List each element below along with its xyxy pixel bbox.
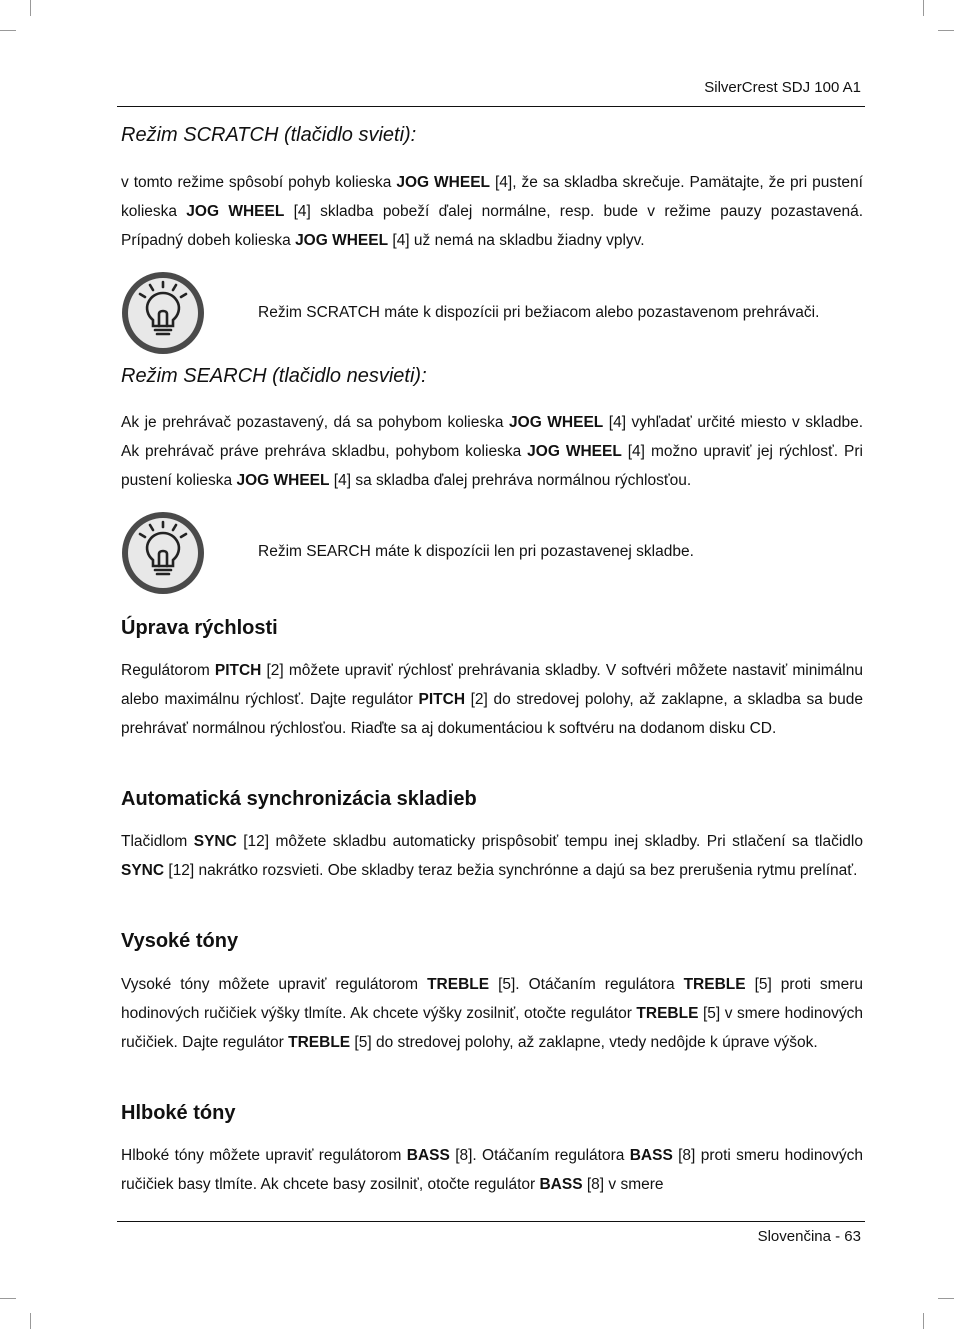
- control-name: SYNC: [193, 833, 237, 850]
- search-heading: Režim SEARCH (tlačidlo nesvieti):: [121, 365, 427, 387]
- control-name: JOG WHEEL: [396, 174, 491, 191]
- control-name: BASS: [629, 1147, 673, 1164]
- scratch-heading: Režim SCRATCH (tlačidlo svieti):: [121, 124, 417, 146]
- control-name: JOG WHEEL: [527, 443, 622, 460]
- control-name: PITCH: [214, 662, 262, 679]
- control-name: JOG WHEEL: [509, 414, 604, 431]
- control-name: TREBLE: [427, 976, 490, 993]
- crop-mark: [30, 0, 31, 16]
- crop-mark: [923, 1313, 924, 1329]
- crop-mark: [0, 30, 16, 31]
- sync-heading: Automatická synchronizácia skladieb: [121, 788, 477, 810]
- crop-mark: [938, 30, 954, 31]
- search-paragraph: Ak je prehrávač pozastavený, dá sa pohybom kolieska JOG WHEEL [4] vyhľadať určité miesto v skladbe. Ak prehrávač práve prehráva skladbu, pohybom kolieska JOG WHEEL [4] možno upraviť jej rýchlosť. Pri pustení kolieska JOG WHEEL [4] sa skladba ďalej prehráva normálnou rýchlosťou.: [121, 414, 863, 489]
- control-name: TREBLE: [288, 1034, 351, 1051]
- scratch-tip: Režim SCRATCH máte k dispozícii pri bežiacom alebo pozastavenom prehrávači.: [258, 304, 820, 321]
- search-tip: Režim SEARCH máte k dispozícii len pri pozastavenej skladbe.: [258, 543, 694, 560]
- header-rule: [117, 106, 865, 107]
- footer-rule: [117, 1221, 865, 1222]
- pitch-heading: Úprava rýchlosti: [121, 617, 278, 639]
- control-name: JOG WHEEL: [236, 472, 330, 489]
- treble-paragraph: Vysoké tóny môžete upraviť regulátorom TREBLE [5]. Otáčaním regulátora TREBLE [5] proti smeru hodinových ručičiek výšky tlmíte. Ak chcete výšky zosilniť, otočte regulátor TREBLE [5] v smere hodinových ručičiek. Dajte regulátor TREBLE [5] do stredovej polohy, až zaklapne, vtedy nedôjde k úprave výšok.: [121, 976, 863, 1051]
- scratch-paragraph: v tomto režime spôsobí pohyb kolieska JOG WHEEL [4], že sa skladba skrečuje. Pamätajte, že pri pustení kolieska JOG WHEEL [4] skladba pobeží ďalej normálne, resp. bude v režime pauzy pozastavená. Prípadný dobeh kolieska JOG WHEEL [4] už nemá na skladbu žiadny vplyv.: [121, 174, 863, 249]
- sync-paragraph: Tlačidlom SYNC [12] môžete skladbu automaticky prispôsobiť tempu inej skladby. Pri stlačení sa tlačidlo SYNC [12] nakrátko rozsvieti. Obe skladby teraz bežia synchrónne a dajú sa bez prerušenia rytmu prelínať.: [121, 833, 863, 879]
- control-name: PITCH: [418, 691, 466, 708]
- control-name: JOG WHEEL: [186, 203, 285, 220]
- treble-heading: Vysoké tóny: [121, 930, 239, 952]
- control-name: TREBLE: [636, 1005, 699, 1022]
- page-number: Slovenčina - 63: [757, 1228, 861, 1245]
- control-name: BASS: [539, 1176, 583, 1193]
- control-name: SYNC: [121, 862, 165, 879]
- pitch-paragraph: Regulátorom PITCH [2] môžete upraviť rýchlosť prehrávania skladby. V softvéri môžete nastaviť minimálnu alebo maximálnu rýchlosť. Dajte regulátor PITCH [2] do stredovej polohy, až zaklapne, a skladba sa bude prehrávať normálnou rýchlosťou. Riaďte sa aj dokumentáciou k softvéru na dodanom disku CD.: [121, 662, 863, 737]
- control-name: BASS: [406, 1147, 450, 1164]
- control-name: TREBLE: [683, 976, 746, 993]
- header-title: SilverCrest SDJ 100 A1: [704, 79, 861, 96]
- lightbulb-icon: [120, 270, 206, 356]
- control-name: JOG WHEEL: [295, 232, 389, 249]
- bass-heading: Hlboké tóny: [121, 1102, 236, 1124]
- crop-mark: [923, 0, 924, 16]
- lightbulb-icon: [120, 510, 206, 596]
- crop-mark: [0, 1298, 16, 1299]
- bass-paragraph: Hlboké tóny môžete upraviť regulátorom BASS [8]. Otáčaním regulátora BASS [8] proti smeru hodinových ručičiek basy tlmíte. Ak chcete basy zosilniť, otočte regulátor BASS [8] v smere: [121, 1147, 863, 1193]
- crop-mark: [938, 1298, 954, 1299]
- crop-mark: [30, 1313, 31, 1329]
